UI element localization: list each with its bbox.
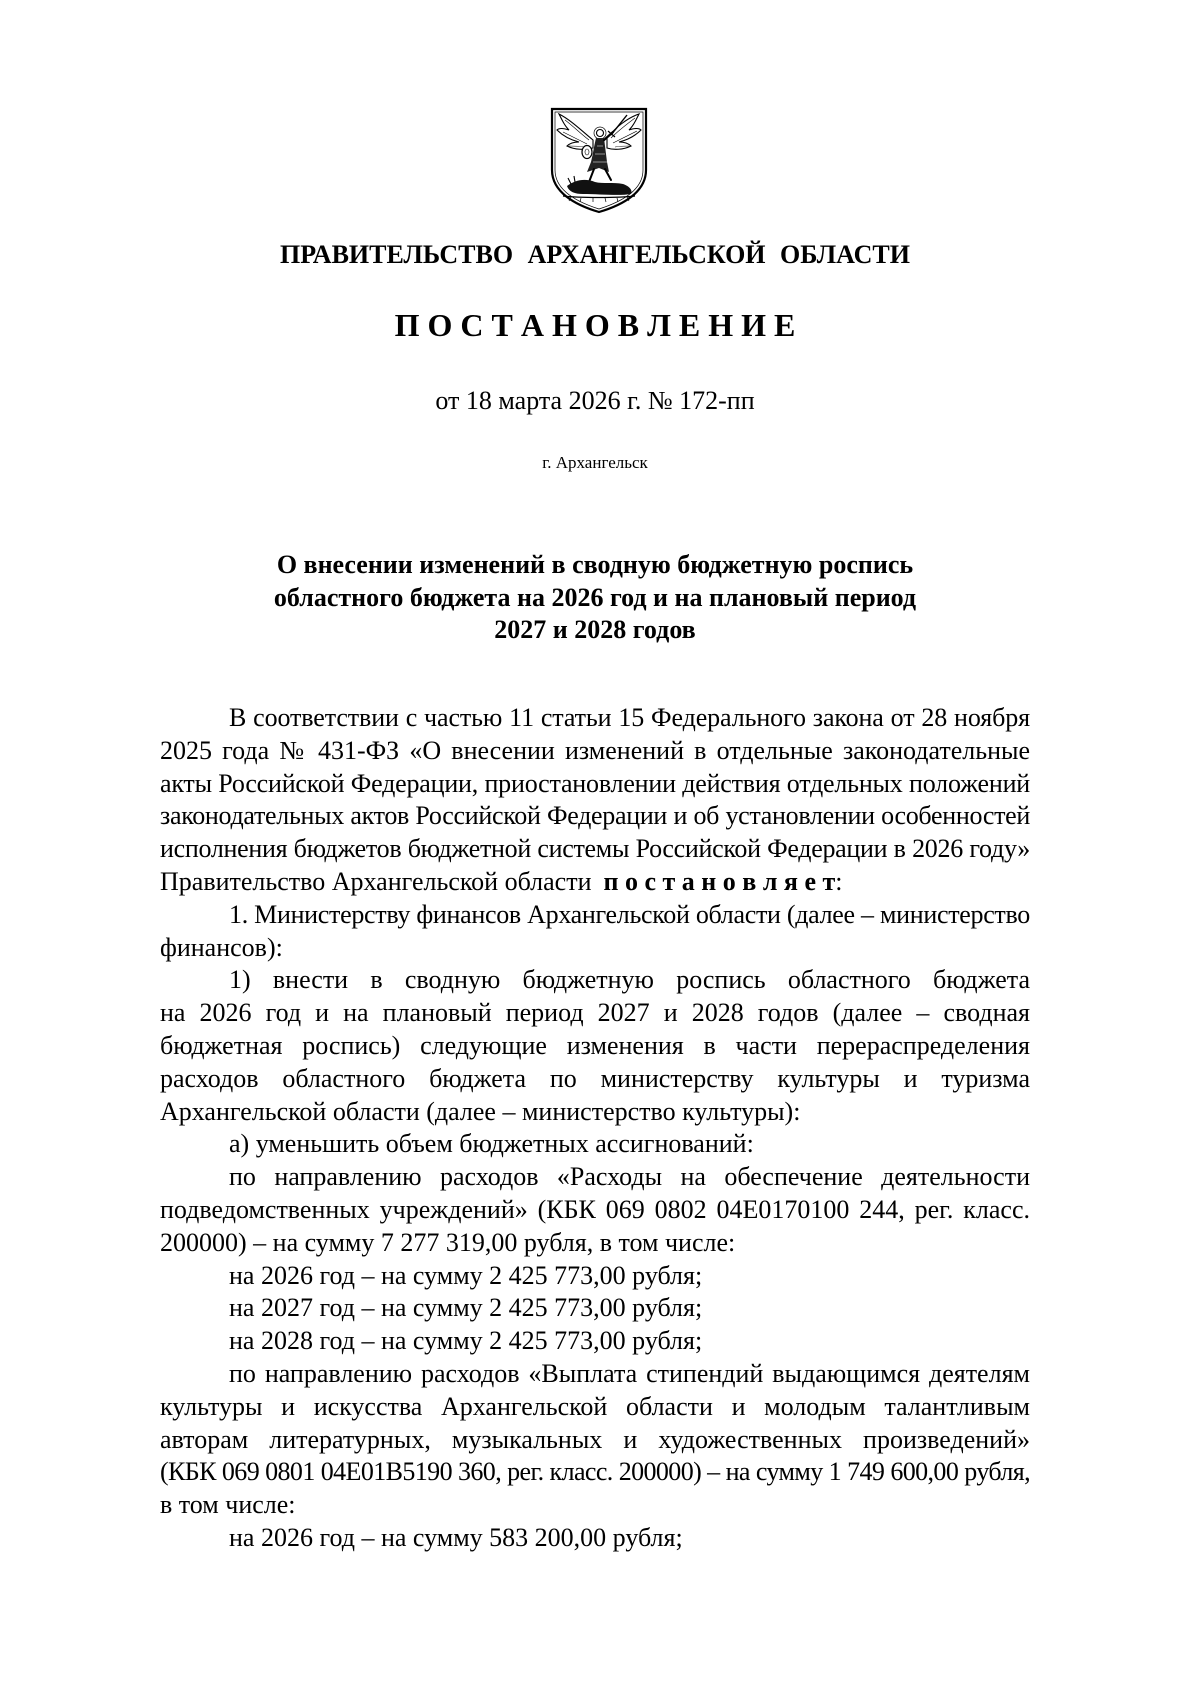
body-line: 1) внести в сводную бюджетную роспись областного бюджета [229, 965, 1030, 995]
body-line: Архангельской области (далее – министерство культуры): [160, 1096, 801, 1126]
body-line: а) уменьшить объем бюджетных ассигнований: [229, 1129, 754, 1159]
body-line: финансов): [160, 932, 283, 962]
coat-of-arms-icon [549, 106, 649, 214]
body-line: законодательных актов Российской Федерации и об установлении особенностей [160, 801, 1030, 831]
title-line: 2027 и 2028 годов [494, 615, 696, 644]
paragraph [160, 1522, 1030, 1555]
body-line: В соответствии с частью 11 статьи 15 Федерального закона от 28 ноября [229, 703, 1030, 732]
document-type: П О С Т А Н О В Л Е Н И Е [394, 307, 796, 343]
paragraph [160, 1325, 1030, 1358]
body-line: авторам литературных, музыкальных и художественных произведений» [160, 1424, 1030, 1454]
body-line: на 2026 год – на сумму 2 425 773,00 рубля; [229, 1260, 703, 1290]
title-line: О внесении изменений в сводную бюджетную роспись [276, 550, 914, 579]
paragraph [160, 1128, 1030, 1161]
document-title [160, 549, 1030, 647]
body-line: по направлению расходов «Расходы на обеспечение деятельности [229, 1162, 1030, 1192]
body-line: (КБК 069 0801 04Е01В5190 360, рег. класс. 200000) – на сумму 1 749 600,00 рубля, [160, 1457, 1030, 1487]
title-line: областного бюджета на 2026 год и на плановый период [273, 582, 917, 612]
body-line: на 2026 год – на сумму 583 200,00 рубля; [229, 1522, 683, 1552]
paragraph [160, 1358, 1030, 1522]
body-line: культуры и искусства Архангельской области и молодым талантливым [160, 1391, 1030, 1421]
paragraph [160, 899, 1030, 965]
body-line: 2025 года № 431-ФЗ «О внесении изменений в отдельные законодательные [160, 735, 1030, 765]
body-line: расходов областного бюджета по министерству культуры и туризма [160, 1063, 1030, 1093]
paragraph [160, 1292, 1030, 1325]
government-name: ПРАВИТЕЛЬСТВО АРХАНГЕЛЬСКОЙ ОБЛАСТИ [280, 240, 910, 269]
paragraph [160, 1161, 1030, 1259]
paragraph [160, 702, 1030, 899]
body-line: по направлению расходов «Выплата стипендий выдающимся деятелям [229, 1358, 1030, 1388]
body-line: 1. Министерству финансов Архангельской области (далее – министерство [229, 899, 1030, 929]
decree-lead: Правительство Архангельской области [160, 866, 592, 896]
body-line: на 2026 год и на плановый период 2027 и 2028 годов (далее – сводная [160, 998, 1030, 1028]
document-body [160, 702, 1030, 1555]
document-city: г. Архангельск [542, 453, 648, 472]
decree-tail: : [835, 866, 843, 896]
document-date-number: от 18 марта 2026 г. № 172-пп [435, 386, 755, 415]
decree-line [160, 866, 1030, 899]
body-line: акты Российской Федерации, приостановлении действия отдельных положений [160, 768, 1030, 798]
paragraph [160, 1260, 1030, 1293]
paragraph [160, 964, 1030, 1128]
body-line: подведомственных учреждений» (КБК 069 0802 04Е0170100 244, рег. класс. [160, 1194, 1030, 1224]
body-line: на 2028 год – на сумму 2 425 773,00 рубля; [229, 1326, 703, 1356]
body-line: на 2027 год – на сумму 2 425 773,00 рубля; [229, 1293, 703, 1323]
body-line: 200000) – на сумму 7 277 319,00 рубля, в том числе: [160, 1227, 736, 1257]
body-line: исполнения бюджетов бюджетной системы Российской Федерации в 2026 году» [160, 834, 1030, 864]
decree-verb: п о с т а н о в л я е т [603, 866, 836, 896]
body-line: в том числе: [160, 1490, 296, 1520]
body-line: бюджетная роспись) следующие изменения в части перераспределения [160, 1030, 1030, 1060]
